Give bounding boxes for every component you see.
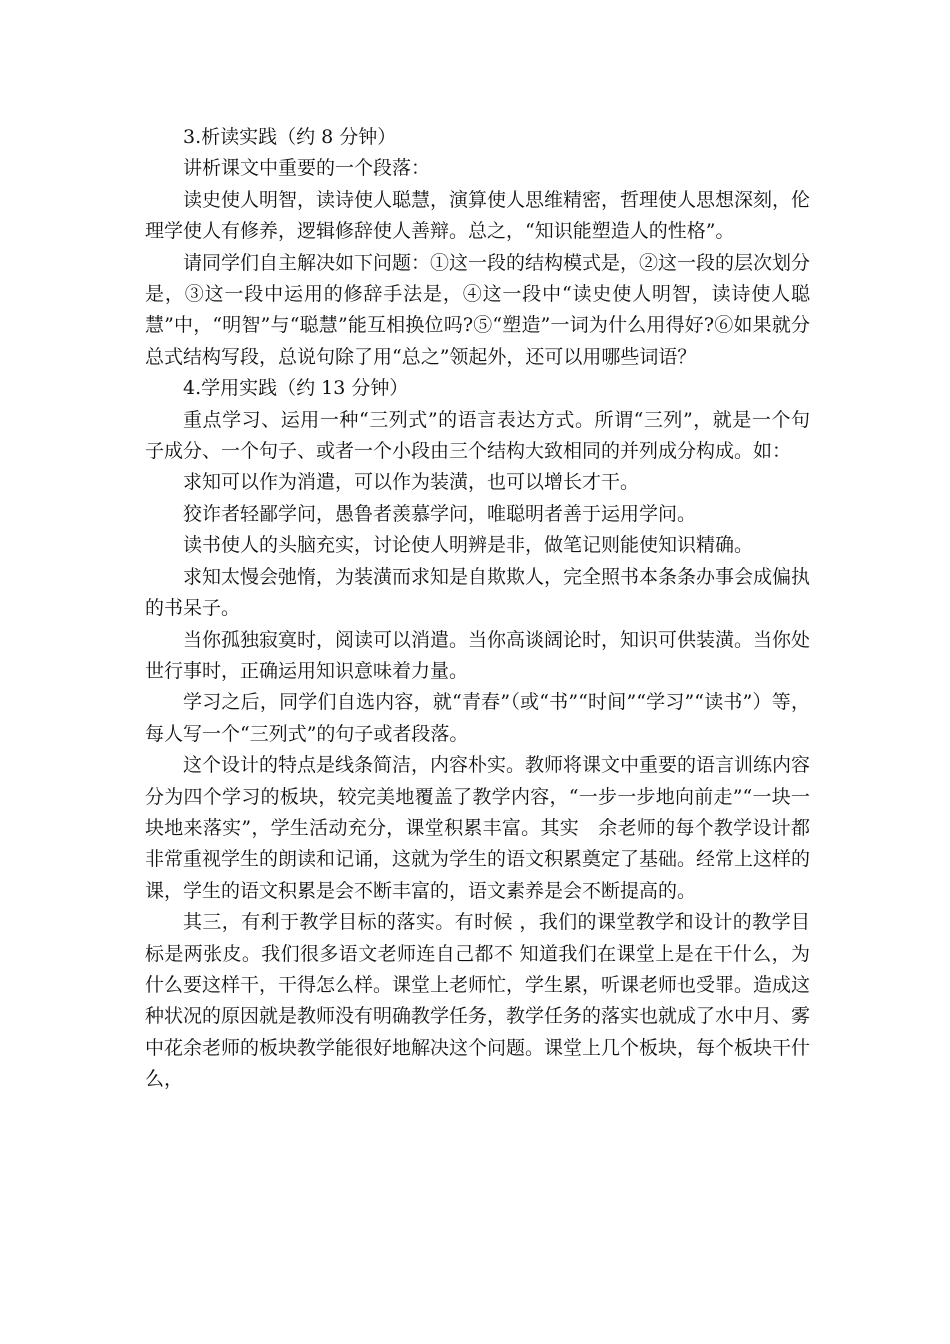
section-heading-practice: 4.学用实践（约 13 分钟）	[183, 377, 409, 400]
paragraph: 请同学们自主解决如下问题：①这一段的结构模式是，②这一段的层次划分是，③这一段中运用的修辞手法是，④这一段中“读史使人明智，读诗使人聪慧”中，“明智”与“聪慧”能互相换位吗?⑤“塑造”一词为什么用得好?⑥如果就分总式结构写段，总说句除了用“总之”领起外，还可以用哪些词语？	[145, 251, 811, 368]
document-body	[145, 122, 810, 1096]
paragraph: 学习之后，同学们自选内容，就“青春”（或“书”“时间”“学习”“读书”）等，每人写一个“三列式”的句子或者段落。	[145, 691, 810, 745]
example-sentence: 狡诈者轻鄙学问，愚鲁者羡慕学问，唯聪明者善于运用学问。	[183, 502, 697, 525]
example-sentence: 读书使人的头脑充实，讨论使人明辨是非，做笔记则能使知识精确。	[183, 534, 754, 557]
example-sentence: 当你孤独寂寞时，阅读可以消遣。当你高谈阔论时，知识可供装潢。当你处世行事时，正确运用知识意味着力量。	[145, 628, 811, 682]
example-sentence: 求知太慢会弛惰，为装潢而求知是自欺欺人，完全照书本条条办事会成偏执的书呆子。	[145, 565, 811, 620]
paragraph: 重点学习、运用一种“三列式”的语言表达方式。所谓“三列”，就是一个句子成分、一个句子、或者一个小段由三个结构大致相同的并列成分构成。如：	[145, 408, 810, 463]
paragraph: 其三，有利于教学目标的落实。有时候 ，我们的课堂教学和设计的教学目标是两张皮。我们很多语文老师连自己都不 知道我们在课堂上是在干什么，为什么要这样干，干得怎么样。课堂上老师忙，学生累，听课老师也受罪。造成这种状况的原因就是教师没有明确教学任务，教学任务的落实也就成了水中月、雾中花余老师的板块教学能很好地解决这个问题。课堂上几个板块，每个板块干什么，	[145, 911, 811, 1091]
section-heading-analysis: 3.析读实践（约 8 分钟）	[183, 126, 397, 148]
paragraph: 这个设计的特点是线条简洁，内容朴实。教师将课文中重要的语言训练内容分为四个学习的板块，较完美地覆盖了教学内容，“一步一步地向前走”“一块一块地来落实”，学生活动充分，课堂积累丰富。其实 余老师的每个教学设计都非常重视学生的朗读和记诵，这就为学生的语文积累奠定了基础。经常上这样的课，学生的语文积累是会不断丰富的，语文素养是会不断提高的。	[145, 754, 811, 902]
example-sentence: 求知可以作为消遣，可以作为装潢，也可以增长才干。	[183, 471, 640, 494]
paragraph: 讲析课文中重要的一个段落：	[183, 157, 431, 180]
quoted-passage: 读史使人明智，读诗使人聪慧，演算使人思维精密，哲理使人思想深刻，伦理学使人有修养，逻辑修辞使人善辩。总之，“知识能塑造人的性格”。	[145, 188, 811, 243]
